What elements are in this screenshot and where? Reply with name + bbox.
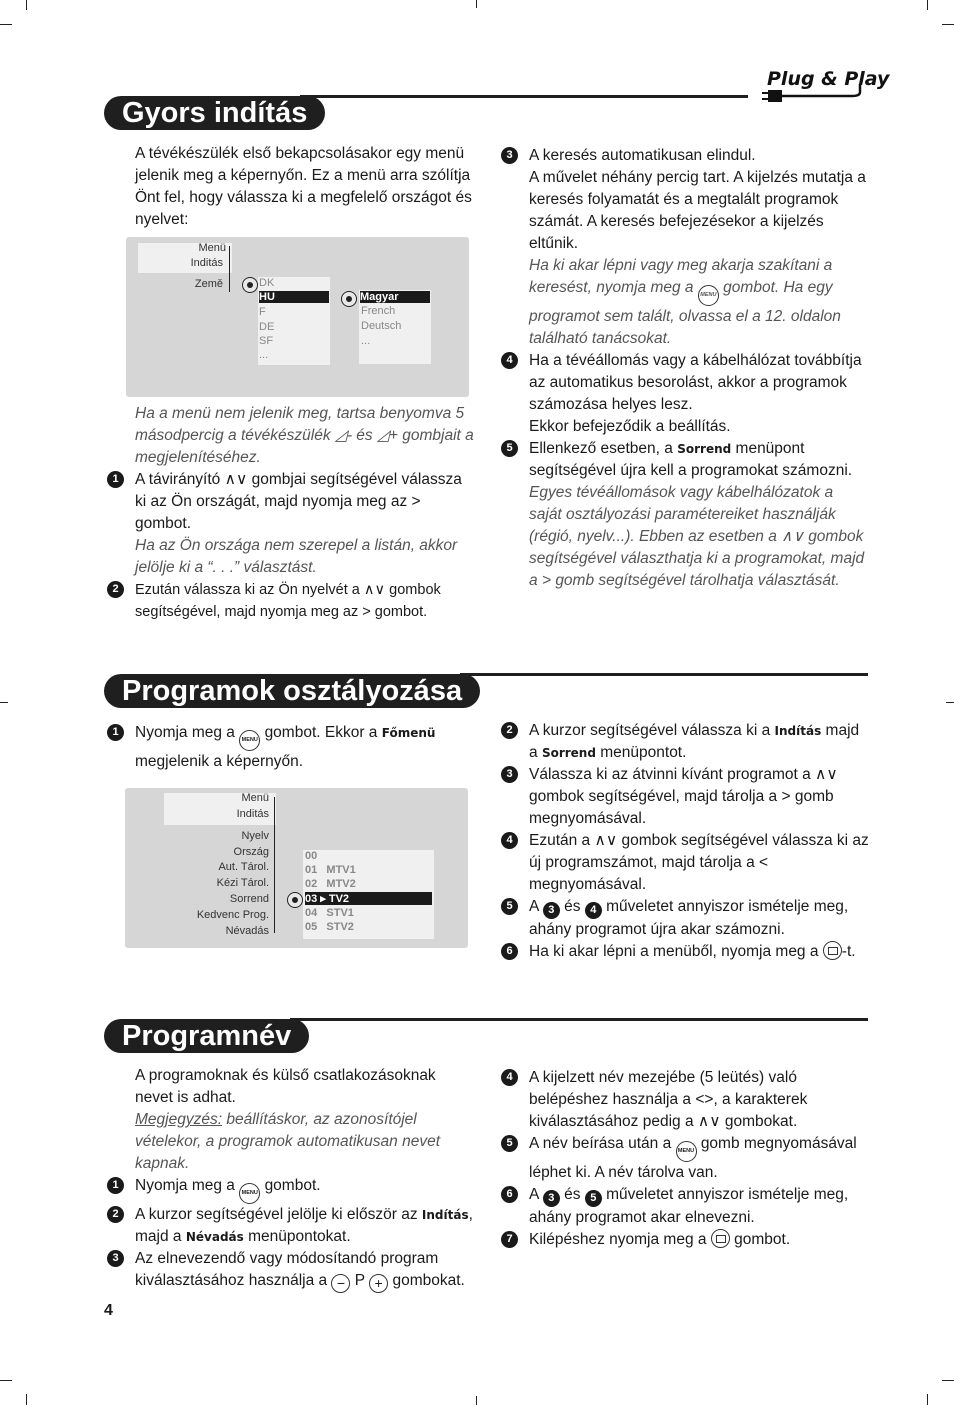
right-arrow-icon: > (781, 788, 791, 805)
crop-mark (946, 702, 954, 703)
program-item: 04 STV1 (305, 907, 354, 919)
menu-label: Menü (198, 242, 226, 254)
step-4: 4 Ezután a ∧∨ gombok segítségével válassza ki az új programszámot, majd tárolja a < megnyomásával. (529, 830, 869, 896)
section-rule (290, 1018, 868, 1021)
step-3-text: A művelet néhány percig tart. A kijelzés mutatja a keresés folyamatát és a megtalált programok számát. A keresés befejezésekor a kijelzés eltűnik. (529, 169, 866, 252)
menu-button-icon: MENU (698, 285, 719, 306)
menu-button-icon: MENU (239, 730, 260, 751)
tv-exit-icon (711, 1229, 730, 1248)
language-item: Deutsch (361, 320, 402, 332)
crop-mark (0, 24, 12, 25)
menu-item: Ország (233, 846, 269, 858)
quick-start-right-column (506, 145, 869, 592)
joystick-icon (242, 277, 258, 293)
up-down-icon: ∧∨ (594, 832, 618, 849)
up-down-icon: ∧∨ (781, 528, 804, 545)
crop-mark (942, 1380, 954, 1381)
up-down-icon: ∧∨ (697, 1113, 721, 1130)
step-7: 7 Kilépéshez nyomja meg a gombot. (529, 1229, 869, 1251)
program-item: 05 STV2 (305, 921, 354, 933)
crop-mark (26, 1394, 27, 1405)
up-down-icon: ∧∨ (815, 766, 838, 783)
section-rule (460, 673, 868, 676)
program-item: 02 MTV2 (305, 878, 356, 890)
step-4: 4 A kijelzett név mezejébe (5 leütés) való belépéshez használja a <>, a karakterek kiválasztásához pedig a ∧∨ gombokat. (529, 1067, 869, 1133)
step-1: 1 A távirányító ∧∨ gombjai segítségével válassza ki az Ön országát, majd nyomja meg az > gombot. (135, 469, 475, 535)
section-rule (300, 95, 748, 98)
crop-mark (0, 702, 8, 703)
sort-right-column (506, 720, 869, 963)
menu-item: Kézi Tárol. (216, 877, 269, 889)
intro-text: A tévékészülék első bekapcsolásakor egy menü jelenik meg a képernyőn. Ez a menü arra szólítja Önt fel, hogy válassza ki a megfelelő országot és nyelvet: (135, 145, 472, 228)
step-4-text: Ekkor befejeződik a beállítás. (529, 418, 731, 435)
sort-menu-screen (125, 788, 468, 948)
country-item: SF (259, 335, 274, 347)
start-label: Inditás (236, 808, 269, 820)
crop-mark (942, 24, 954, 25)
joystick-icon (341, 291, 357, 307)
crop-mark (927, 0, 928, 10)
joystick-icon (287, 892, 303, 908)
section-title-program-name: Programnév (104, 1019, 309, 1053)
country-item: ... (259, 349, 269, 361)
step-5-note: Egyes tévéállomások vagy kábelhálózatok a saját osztályozási paramétereiket használják (régió, nyelv...). Ebben az esetben a ∧∨ gombok segítségével választhatja ki a programokat, majd a > gomb segítségével tárolhatja választását. (529, 484, 865, 589)
step-3: 3 A keresés automatikusan elindul. (529, 145, 869, 167)
crop-mark (0, 1380, 12, 1381)
right-arrow-icon: > (411, 493, 421, 510)
volume-plus-icon: ◿ (376, 427, 389, 444)
menu-item: Kedvenc Prog. (196, 909, 269, 921)
step-5: 5 Ellenkező esetben, a Sorrend menüpont segítségével újra kell a programokat számozni. (529, 438, 869, 482)
menu-label: Menü (241, 792, 269, 804)
page-number: 4 (104, 1302, 113, 1319)
setup-menu-screen (126, 237, 469, 397)
step-3: 3 Az elnevezendő vagy módosítandó program kiválasztásához használja a − P + gombokat. (135, 1248, 475, 1293)
plug-icon (760, 82, 870, 104)
step-3: 3 Válassza ki az átvinni kívánt programot a ∧∨ gombok segítségével, majd tárolja a > gomb megnyomásával. (529, 764, 869, 830)
left-arrow-icon: < (759, 854, 769, 871)
country-item: F (259, 306, 266, 318)
section-title-program-sort: Programok osztályozása (104, 674, 480, 708)
step-4: 4 Ha a tévéállomás vagy a kábelhálózat továbbítja az automatikus besorolást, akkor a programok számozása helyes lesz. (529, 350, 869, 416)
up-down-icon: ∧∨ (224, 471, 248, 488)
language-item-selected: Magyar (360, 291, 430, 303)
quick-start-left-column (135, 143, 475, 231)
menu-button-icon: MENU (676, 1141, 697, 1162)
program-item: 00 (305, 850, 318, 862)
step-1: 1 Nyomja meg a MENU gombot. Ekkor a Főmenü megjelenik a képernyőn. (135, 722, 475, 773)
step-2: 2 A kurzor segítségével válassza ki a Indítás majd a Sorrend menüpontot. (529, 720, 869, 764)
minus-icon: − (331, 1274, 350, 1293)
crop-mark (476, 1396, 477, 1405)
intro-text: A programoknak és külső csatlakozásoknak nevet is adhat. (135, 1067, 436, 1106)
volume-minus-icon: ◿ (334, 427, 347, 444)
sort-left-column (112, 722, 475, 773)
right-arrow-icon: > (362, 604, 371, 620)
step-3-note: Ha ki akar lépni vagy meg akarja szakítani a keresést, nyomja meg a MENU gombot. Ha egy programot sem talált, olvassa el a 12. oldalon található tanácsokat. (529, 257, 841, 347)
plus-icon: + (369, 1274, 388, 1293)
step-6: 6 Ha ki akar lépni a menüből, nyomja meg a -t. (529, 941, 869, 963)
menu-note: Ha a menü nem jelenik meg, tartsa benyomva 5 másodpercig a tévékészülék ◿- és ◿+ gombjait a megjelenítéséhez. (135, 405, 474, 466)
step-2: 2 A kurzor segítségével jelölje ki először az Indítás, majd a Névadás menüpontokat. (135, 1204, 475, 1248)
menu-button-icon: MENU (239, 1183, 260, 1204)
country-item-selected: HU (259, 291, 329, 303)
crop-mark (476, 0, 477, 8)
name-note: Megjegyzés: beállításkor, az azonosítójel vételekor, a programok automatikusan nevet kapnak. (135, 1111, 441, 1172)
crop-mark (26, 0, 27, 10)
name-left-column (112, 1065, 475, 1293)
country-item: DK (259, 277, 275, 289)
left-right-icon: <> (695, 1091, 714, 1108)
start-label: Inditás (190, 257, 223, 269)
menu-item: Névadás (225, 925, 269, 937)
step-2: 2 Ezután válassza ki az Ön nyelvét a ∧∨ gombok segítségével, majd nyomja meg az > gombot. (135, 579, 475, 623)
language-item: French (361, 305, 396, 317)
right-arrow-icon: > (541, 572, 551, 589)
up-down-icon: ∧∨ (363, 582, 386, 598)
menu-item-selected: Sorrend (229, 893, 269, 905)
crop-mark (927, 1394, 928, 1405)
country-item: DE (259, 321, 275, 333)
quick-start-left-notes (112, 403, 475, 623)
tv-exit-icon (823, 941, 842, 960)
name-right-column (506, 1067, 869, 1251)
program-item: 01 MTV1 (305, 864, 356, 876)
step-1-note: Ha az Ön országa nem szerepel a listán, akkor jelölje ki a “. . .” választást. (135, 537, 458, 576)
step-6: 6 A 3 és 5 műveletet annyiszor ismételje meg, ahány programot akar elnevezni. (529, 1184, 869, 1229)
country-label: Země (194, 278, 223, 290)
plug-play-logo: Plug & Play (767, 68, 890, 90)
menu-item: Aut. Tárol. (218, 861, 269, 873)
section-title-quick-start: Gyors indítás (104, 96, 325, 130)
menu-item: Nyelv (241, 830, 269, 842)
step-5: 5 A név beírása után a MENU gomb megnyomásával léphet ki. A név tárolva van. (529, 1133, 869, 1184)
step-5: 5 A 3 és 4 műveletet annyiszor ismételje meg, ahány programot újra akar számozni. (529, 896, 869, 941)
language-item: ... (361, 335, 371, 347)
step-1: 1 Nyomja meg a MENU gombot. (135, 1175, 475, 1204)
program-item-selected: 03 ▸ TV2 (305, 892, 432, 905)
